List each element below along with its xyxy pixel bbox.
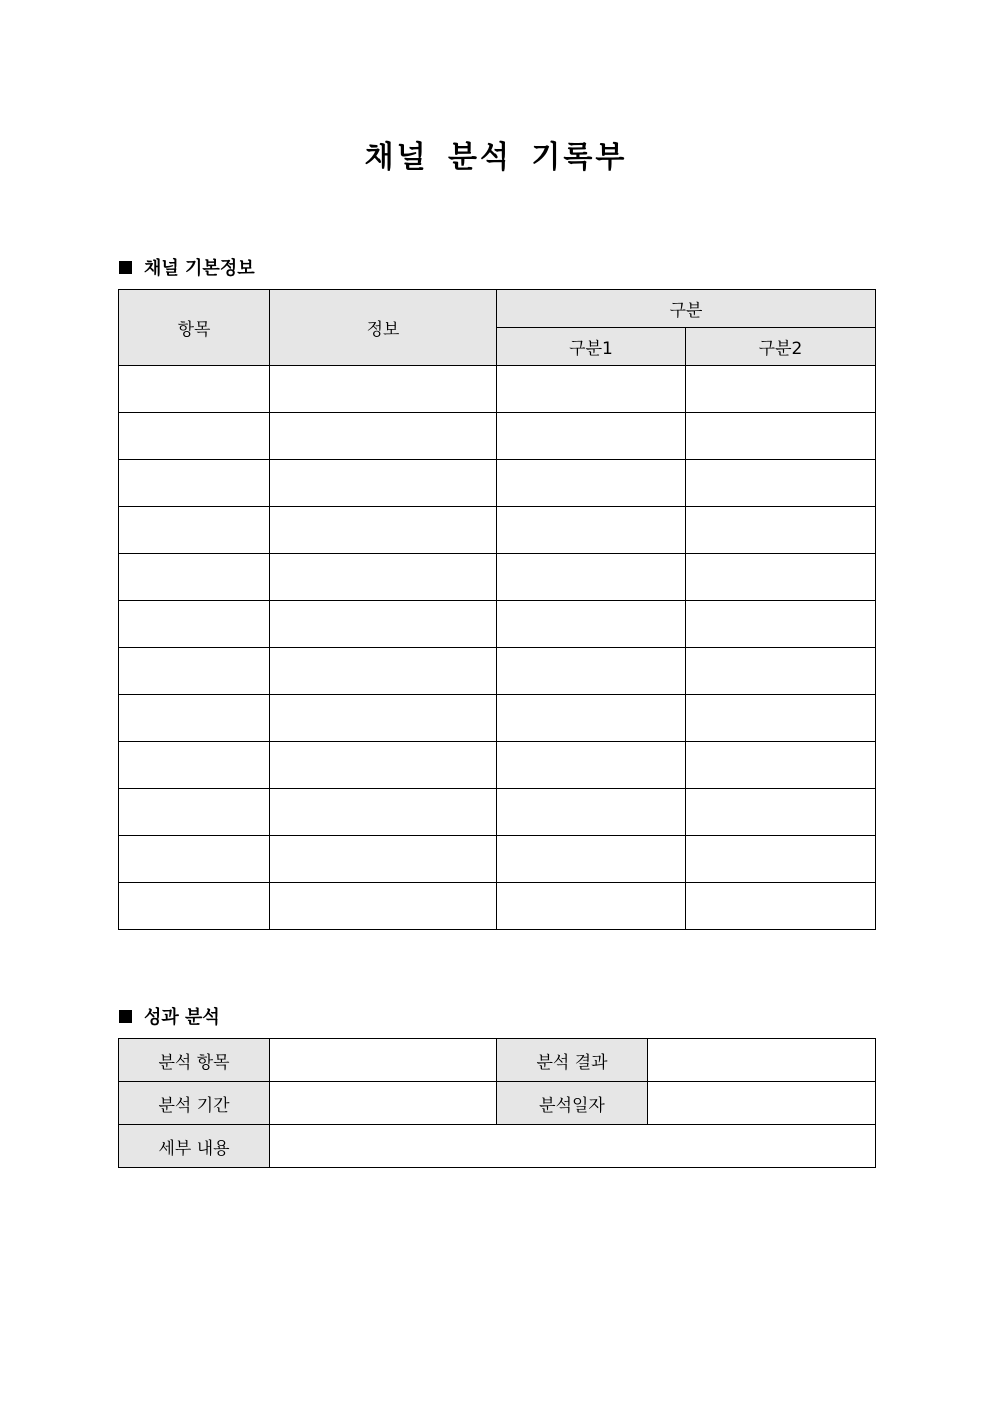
section-heading-label: 성과 분석 xyxy=(144,1007,220,1028)
section-heading-label: 채널 기본정보 xyxy=(144,258,255,279)
table-cell[interactable] xyxy=(270,554,497,601)
table-cell[interactable] xyxy=(686,366,876,413)
table-cell[interactable] xyxy=(270,648,497,695)
header-group: 구분 xyxy=(497,290,876,328)
table-cell[interactable] xyxy=(686,460,876,507)
table-cell[interactable] xyxy=(119,742,270,789)
table-cell[interactable] xyxy=(686,648,876,695)
table-row xyxy=(119,554,876,601)
table-cell[interactable] xyxy=(497,460,686,507)
table-row xyxy=(119,460,876,507)
header-group1: 구분1 xyxy=(497,328,686,366)
table-cell[interactable] xyxy=(497,789,686,836)
table-cell[interactable] xyxy=(686,742,876,789)
label-detail: 세부 내용 xyxy=(119,1125,270,1168)
table-cell[interactable] xyxy=(270,742,497,789)
table-cell[interactable] xyxy=(497,507,686,554)
table-cell[interactable] xyxy=(497,601,686,648)
page-title: 채널 분석 기록부 xyxy=(364,140,628,175)
table-cell[interactable] xyxy=(270,601,497,648)
label-analysis-period: 분석 기간 xyxy=(119,1082,270,1125)
table-cell[interactable] xyxy=(497,695,686,742)
performance-table xyxy=(118,1038,876,1168)
channel-info-table xyxy=(118,289,876,930)
table-row xyxy=(119,742,876,789)
table-cell[interactable] xyxy=(270,366,497,413)
table-cell[interactable] xyxy=(686,554,876,601)
table-cell[interactable] xyxy=(119,695,270,742)
table-row xyxy=(119,789,876,836)
label-analysis-result: 분석 결과 xyxy=(497,1039,648,1082)
table-row xyxy=(119,413,876,460)
table-cell[interactable] xyxy=(119,413,270,460)
table-cell[interactable] xyxy=(497,366,686,413)
table-cell[interactable] xyxy=(270,836,497,883)
section-heading-performance xyxy=(119,1003,220,1029)
table-cell[interactable] xyxy=(119,601,270,648)
square-bullet-icon xyxy=(119,1010,132,1023)
table-cell[interactable] xyxy=(119,648,270,695)
table-cell[interactable] xyxy=(686,601,876,648)
table-cell[interactable] xyxy=(119,507,270,554)
analysis-item-field[interactable] xyxy=(270,1039,497,1082)
table-row xyxy=(119,695,876,742)
square-bullet-icon xyxy=(119,261,132,274)
table-cell[interactable] xyxy=(497,836,686,883)
table-row xyxy=(119,366,876,413)
table-cell[interactable] xyxy=(119,554,270,601)
table-row xyxy=(119,648,876,695)
table-cell[interactable] xyxy=(686,836,876,883)
table-cell[interactable] xyxy=(497,648,686,695)
table-cell[interactable] xyxy=(119,836,270,883)
detail-field[interactable] xyxy=(270,1125,876,1168)
table-cell[interactable] xyxy=(497,883,686,930)
table-row xyxy=(119,883,876,930)
table-cell[interactable] xyxy=(686,695,876,742)
table-cell[interactable] xyxy=(119,460,270,507)
table-cell[interactable] xyxy=(119,883,270,930)
label-analysis-date: 분석일자 xyxy=(497,1082,648,1125)
table-cell[interactable] xyxy=(686,507,876,554)
header-item: 항목 xyxy=(119,290,270,366)
header-group2: 구분2 xyxy=(686,328,876,366)
table-cell[interactable] xyxy=(270,883,497,930)
table-cell[interactable] xyxy=(270,460,497,507)
table-row xyxy=(119,836,876,883)
label-analysis-item: 분석 항목 xyxy=(119,1039,270,1082)
table-cell[interactable] xyxy=(497,554,686,601)
analysis-result-field[interactable] xyxy=(648,1039,876,1082)
header-info: 정보 xyxy=(270,290,497,366)
table-cell[interactable] xyxy=(270,413,497,460)
table-cell[interactable] xyxy=(270,789,497,836)
table-cell[interactable] xyxy=(686,883,876,930)
table-cell[interactable] xyxy=(270,507,497,554)
table-cell[interactable] xyxy=(686,413,876,460)
table-cell[interactable] xyxy=(119,366,270,413)
section-heading-basic-info xyxy=(119,254,255,280)
table-cell[interactable] xyxy=(497,413,686,460)
table-cell[interactable] xyxy=(270,695,497,742)
analysis-period-field[interactable] xyxy=(270,1082,497,1125)
table-cell[interactable] xyxy=(686,789,876,836)
table-cell[interactable] xyxy=(497,742,686,789)
table-row xyxy=(119,507,876,554)
table-row xyxy=(119,601,876,648)
table-cell[interactable] xyxy=(119,789,270,836)
analysis-date-field[interactable] xyxy=(648,1082,876,1125)
